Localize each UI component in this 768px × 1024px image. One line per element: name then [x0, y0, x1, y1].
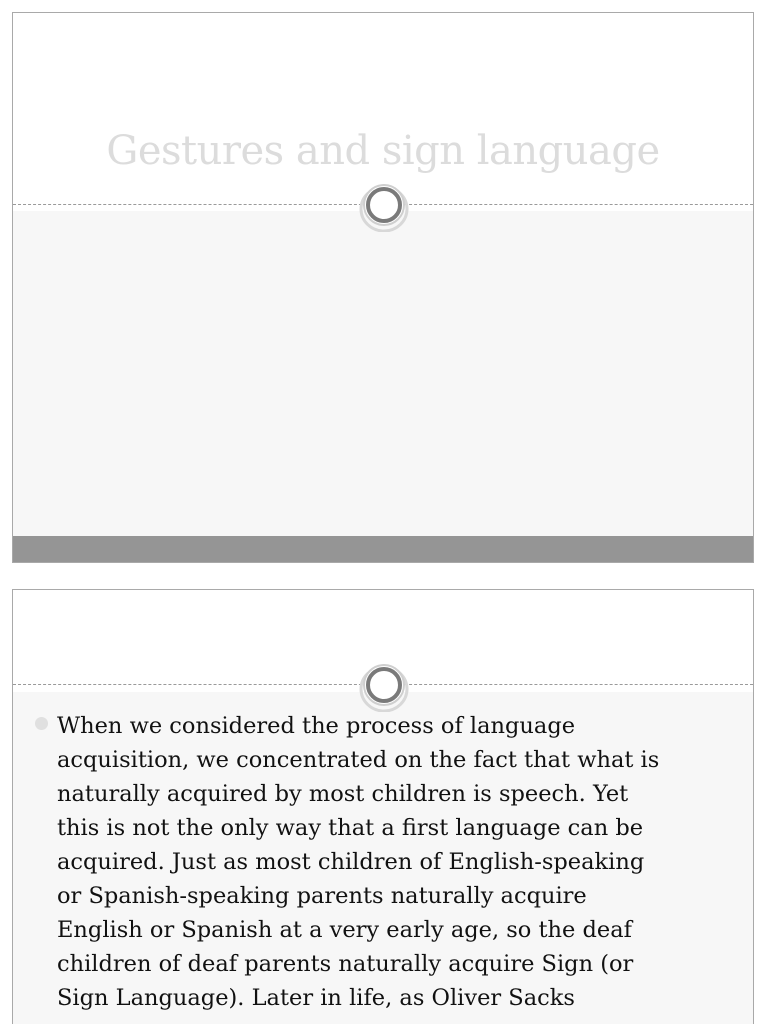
- bullet-line: children of deaf parents naturally acquire Sign (or: [57, 951, 634, 977]
- bullet-line: Sign Language). Later in life, as Oliver Sacks: [57, 985, 575, 1011]
- bullet-line: When we considered the process of language: [57, 713, 576, 739]
- slide-2: [12, 589, 754, 1024]
- ring-ornament-icon: [358, 660, 410, 712]
- bullet-line: English or Spanish at a very early age, so the deaf: [57, 917, 632, 943]
- slide-1-footer-band: [13, 536, 753, 562]
- slide-1-header: [13, 13, 753, 205]
- slide-1-body: [13, 211, 753, 537]
- slide-2-body: [13, 692, 753, 1024]
- bullet-line: this is not the only way that a first language can be: [57, 815, 644, 841]
- bullet-item: [35, 709, 725, 1015]
- slide-1-title: Gestures and sign language: [106, 128, 660, 174]
- bullet-line: or Spanish-speaking parents naturally acquire: [57, 883, 587, 909]
- bullet-line: naturally acquired by most children is speech. Yet: [57, 781, 629, 807]
- bullet-text: [57, 709, 725, 1015]
- slide-1: [12, 12, 754, 563]
- bullet-line: acquired. Just as most children of English-speaking: [57, 849, 645, 875]
- bullet-line: acquisition, we concentrated on the fact that what is: [57, 747, 660, 773]
- ring-ornament-icon: [358, 180, 410, 232]
- bullet-dot-icon: [35, 717, 48, 730]
